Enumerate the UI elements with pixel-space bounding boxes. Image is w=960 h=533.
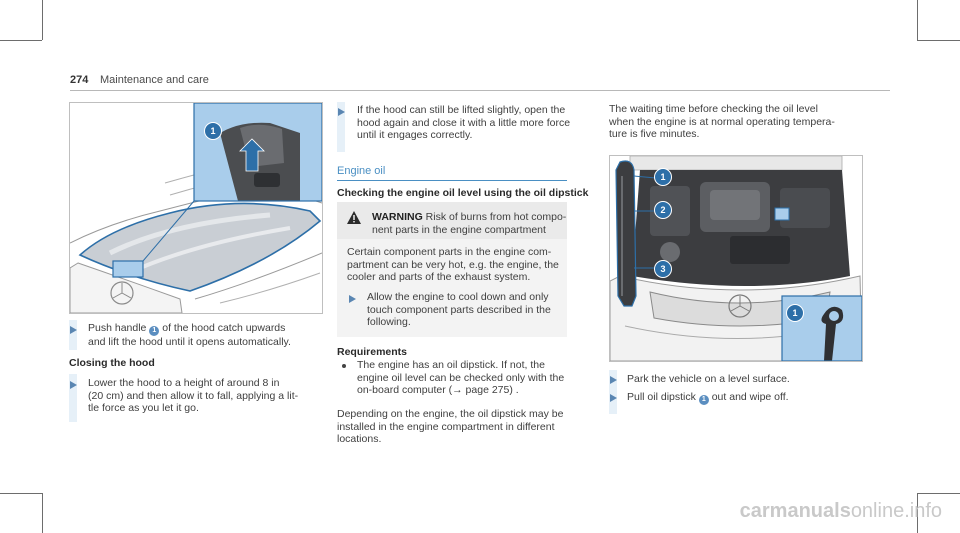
warning-step-line: following. xyxy=(367,316,411,329)
crop-mark xyxy=(917,0,918,40)
requirement-line: The engine has an oil dipstick. If not, the xyxy=(357,359,545,371)
callout-1: 1 xyxy=(204,122,222,140)
step-push-handle xyxy=(88,322,328,349)
crop-mark xyxy=(0,493,42,494)
callout-1: 1 xyxy=(654,168,672,186)
warning-title-line: nent parts in the engine compartment xyxy=(372,223,546,236)
section-title: Maintenance and care xyxy=(100,74,209,86)
badge-1: 1 xyxy=(699,395,709,405)
warning-step xyxy=(367,291,567,329)
crop-mark xyxy=(917,40,960,41)
badge-1: 1 xyxy=(149,326,159,336)
step-park: Park the vehicle on a level surface. xyxy=(627,373,790,385)
step-pull-dipstick xyxy=(627,391,867,405)
warning-step-line: Allow the engine to cool down and only xyxy=(367,291,549,303)
heading-rule xyxy=(337,180,567,181)
engine-illustration xyxy=(610,156,862,361)
watermark xyxy=(740,500,942,523)
para-line: Depending on the engine, the oil dipstick may be xyxy=(337,408,564,420)
callout-2: 2 xyxy=(654,201,672,219)
warning-body-line: partment can be very hot, e.g. the engine, the xyxy=(347,258,559,271)
warning-title-line: Risk of burns from hot compo- xyxy=(425,211,567,223)
page-number: 274 xyxy=(70,74,89,86)
step-text: Pull oil dipstick xyxy=(627,391,696,403)
para-line: when the engine is at normal operating tempera- xyxy=(609,115,835,128)
step-line: until it engages correctly. xyxy=(357,129,473,142)
step-arrow-icon xyxy=(70,326,77,334)
warning-box xyxy=(337,202,567,337)
step-arrow-icon xyxy=(338,108,345,116)
step-text: out and wipe off. xyxy=(711,391,789,403)
warning-label: WARNING xyxy=(372,211,423,223)
engine-compartment-figure xyxy=(609,155,863,362)
dipstick-subheading: Checking the engine oil level using the oil dipstick xyxy=(337,187,589,199)
warning-step-line: touch component parts described in the xyxy=(367,303,551,316)
step-arrow-icon xyxy=(70,381,77,389)
header-rule xyxy=(70,90,890,91)
crop-mark xyxy=(917,493,960,494)
dipstick-location-paragraph xyxy=(337,408,587,446)
crop-mark xyxy=(0,40,42,41)
step-hood-liftable xyxy=(357,104,587,142)
step-line: hood again and close it with a little more force xyxy=(357,116,571,129)
para-line: The waiting time before checking the oil level xyxy=(609,103,818,115)
para-line: ture is five minutes. xyxy=(609,128,700,141)
warning-body-line: cooler and parts of the exhaust system. xyxy=(347,271,531,284)
step-line: (20 cm) and then allow it to fall, applying a lit- xyxy=(88,389,299,402)
requirement-line: on-board computer (→ page 275) . xyxy=(357,384,519,397)
step-text: of the hood catch upwards xyxy=(162,322,286,334)
requirement-line: engine oil level can be checked only with the xyxy=(357,371,565,384)
waiting-time-paragraph xyxy=(609,103,869,141)
step-line: tle force as you let it go. xyxy=(88,402,199,415)
hood-release-figure xyxy=(69,102,323,314)
step-line: Lower the hood to a height of around 8 in xyxy=(88,377,280,389)
hood-illustration xyxy=(70,103,322,313)
crop-mark xyxy=(42,0,43,40)
para-line: locations. xyxy=(337,433,382,446)
step-bar xyxy=(69,320,77,350)
step-arrow-icon xyxy=(610,376,617,384)
warning-body xyxy=(347,246,567,284)
requirements-heading: Requirements xyxy=(337,346,408,358)
watermark-right: online.info xyxy=(850,500,942,522)
warning-triangle-icon xyxy=(347,211,361,224)
bullet-icon xyxy=(342,364,346,368)
step-line: If the hood can still be lifted slightly, open the xyxy=(357,104,566,116)
warning-title xyxy=(372,211,567,236)
watermark-left: carmanuals xyxy=(739,500,851,522)
engine-oil-heading: Engine oil xyxy=(337,165,386,177)
step-lower-hood xyxy=(88,377,328,415)
step-arrow-icon xyxy=(349,295,356,303)
callout-3: 3 xyxy=(654,260,672,278)
step-text: Push handle xyxy=(88,322,147,334)
warning-body-line: Certain component parts in the engine com- xyxy=(347,246,552,258)
step-arrow-icon xyxy=(610,394,617,402)
requirement-item xyxy=(357,359,587,397)
para-line: installed in the engine compartment in different xyxy=(337,420,555,433)
crop-mark xyxy=(42,493,43,533)
closing-heading: Closing the hood xyxy=(69,357,155,369)
callout-1-inset: 1 xyxy=(786,304,804,322)
step-text: and lift the hood until it opens automatically. xyxy=(88,336,291,348)
